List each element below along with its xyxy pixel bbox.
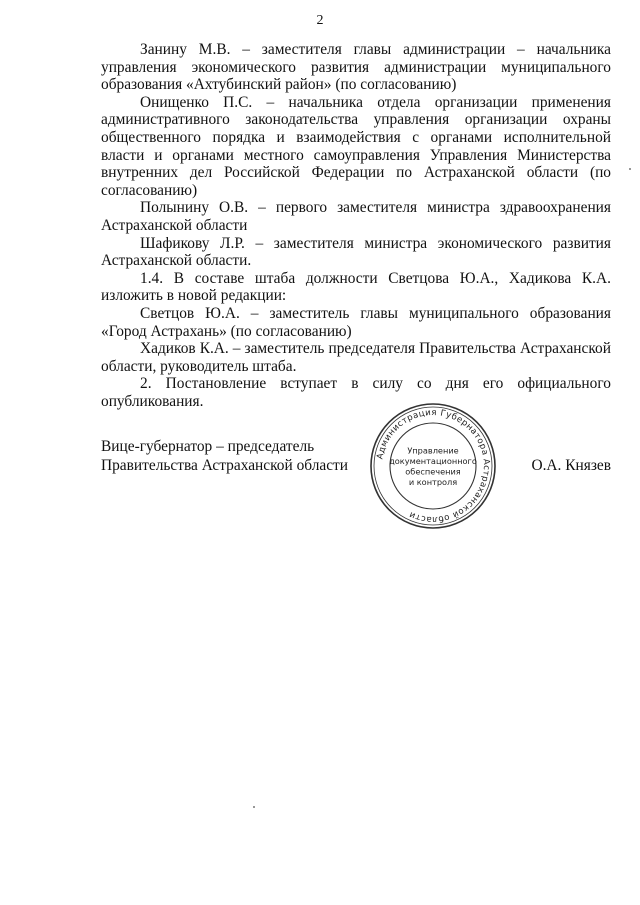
svg-text:Администрация Губернатора Астр: Администрация Губернатора Астраханской области — [375, 407, 492, 525]
paragraph-clause-2: 2. Постановление вступает в силу со дня его официального опубликования. — [101, 375, 611, 410]
paragraph-clause-1-4: 1.4. В составе штаба должности Светцова Ю.А., Хадикова К.А. изложить в новой редакции: — [101, 269, 611, 305]
paragraph-polynina: Полынину О.В. – первого заместителя министра здравоохранения Астраханской области — [101, 199, 611, 234]
seal-center-line: документационного — [389, 455, 477, 466]
official-seal — [369, 402, 497, 530]
paragraph-onishchenko: Онищенко П.С. – начальника отдела организации применения административного законодательства управления организации охраны общественного порядка и взаимодействия с органами исполнительной власти и органами местного самоуправления Управления Министерства внутренних дел Российской Федерации по Астраханской области (по согласованию) — [101, 93, 611, 199]
scan-speck — [629, 168, 631, 170]
paragraph-svettsov: Светцов Ю.А. – заместитель главы муниципального образования «Город Астрахань» (по согласованию) — [101, 304, 611, 340]
page-number: 2 — [316, 13, 324, 28]
paragraph-khadikov: Хадиков К.А. – заместитель председателя Правительства Астраханской области, руководитель штаба. — [101, 340, 611, 375]
seal-icon — [369, 402, 497, 530]
document-body — [101, 41, 611, 410]
signatory-title-line1: Вице-губернатор – председатель — [101, 438, 315, 455]
paragraph-zanina: Занину М.В. – заместителя главы администрации – начальника управления экономического развития администрации муниципального образования «Ахтубинский район» (по согласованию) — [101, 41, 611, 94]
seal-center-line: Управление — [407, 445, 459, 456]
signatory-title — [101, 438, 401, 475]
signatory-name: О.А. Князев — [531, 457, 611, 474]
signatory-title-line2: Правительства Астраханской области — [101, 456, 349, 474]
seal-center-line: обеспечения — [405, 466, 461, 477]
seal-center-line: и контроля — [408, 476, 458, 487]
scan-speck — [253, 806, 255, 808]
paragraph-shafikova: Шафикову Л.Р. – заместителя министра экономического развития Астраханской области. — [101, 234, 611, 270]
